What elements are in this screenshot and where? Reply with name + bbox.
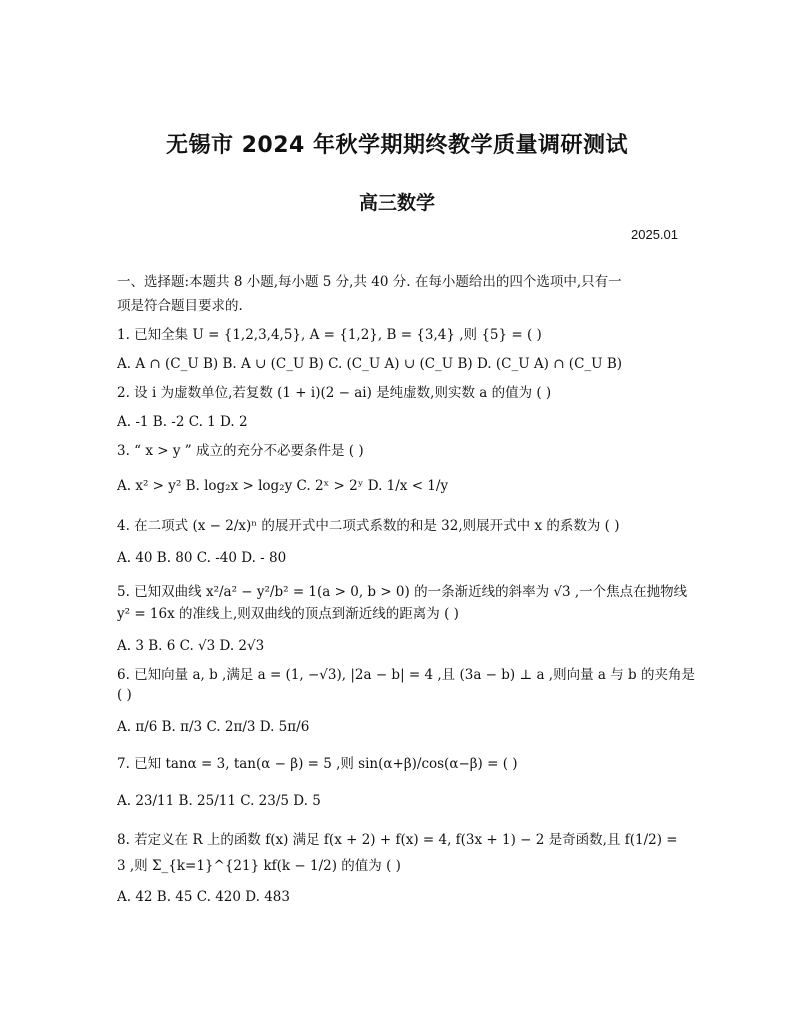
question-6-stem-line-1: 6. 已知向量 a, b ,满足 a = (1, −√3), |2a − b| = 4 ,且 (3a − b) ⊥ a ,则向量 a 与 b 的夹角是 [117,667,695,683]
question-2-options: A. -1 B. -2 C. 1 D. 2 [117,414,248,430]
section-heading-line-2: 项是符合题目要求的. [117,298,243,314]
question-2-stem: 2. 设 i 为虚数单位,若复数 (1 + i)(2 − ai) 是纯虚数,则实数 a 的值为 ( ) [117,385,552,401]
question-1-options: A. A ∩ (C_U B) B. A ∪ (C_U B) C. (C_U A) ∪ (C_U B) D. (C_U A) ∩ (C_U B) [117,356,623,372]
question-3-stem: 3. “ x > y ” 成立的充分不必要条件是 ( ) [117,443,364,459]
question-7-options: A. 23/11 B. 25/11 C. 23/5 D. 5 [117,793,321,809]
question-4-stem: 4. 在二项式 (x − 2/x)ⁿ 的展开式中二项式系数的和是 32,则展开式中 x 的系数为 ( ) [117,518,620,534]
exam-subtitle: 高三数学 [358,192,435,214]
question-8-stem-line-2: 3 ,则 Σ_{k=1}^{21} kf(k − 1/2) 的值为 ( ) [117,858,401,874]
question-1-stem: 1. 已知全集 U = {1,2,3,4,5}, A = {1,2}, B = {3,4} ,则 {5} = ( ) [117,327,542,343]
exam-date: 2025.01 [631,227,678,242]
question-6-stem-line-2: ( ) [117,687,132,703]
question-5-stem-line-1: 5. 已知双曲线 x²/a² − y²/b² = 1(a > 0, b > 0) 的一条渐近线的斜率为 √3 ,一个焦点在抛物线 [117,584,688,600]
exam-title: 无锡市 2024 年秋学期期终教学质量调研测试 [165,133,629,158]
question-8-options: A. 42 B. 45 C. 420 D. 483 [117,889,290,905]
section-heading-line-1: 一、选择题:本题共 8 小题,每小题 5 分,共 40 分. 在每小题给出的四个选项中,只有一 [117,274,622,290]
question-4-options: A. 40 B. 80 C. -40 D. - 80 [117,550,287,566]
question-6-options: A. π/6 B. π/3 C. 2π/3 D. 5π/6 [117,719,310,735]
question-3-options: A. x² > y² B. log₂x > log₂y C. 2ˣ > 2ʸ D. 1/x < 1/y [117,478,449,494]
question-5-stem-line-2: y² = 16x 的准线上,则双曲线的顶点到渐近线的距离为 ( ) [117,606,459,622]
question-5-options: A. 3 B. 6 C. √3 D. 2√3 [117,638,265,654]
question-7-stem: 7. 已知 tanα = 3, tan(α − β) = 5 ,则 sin(α+β)/cos(α−β) = ( ) [117,756,518,772]
question-8-stem-line-1: 8. 若定义在 R 上的函数 f(x) 满足 f(x + 2) + f(x) = 4, f(3x + 1) − 2 是奇函数,且 f(1/2) = [117,832,678,848]
